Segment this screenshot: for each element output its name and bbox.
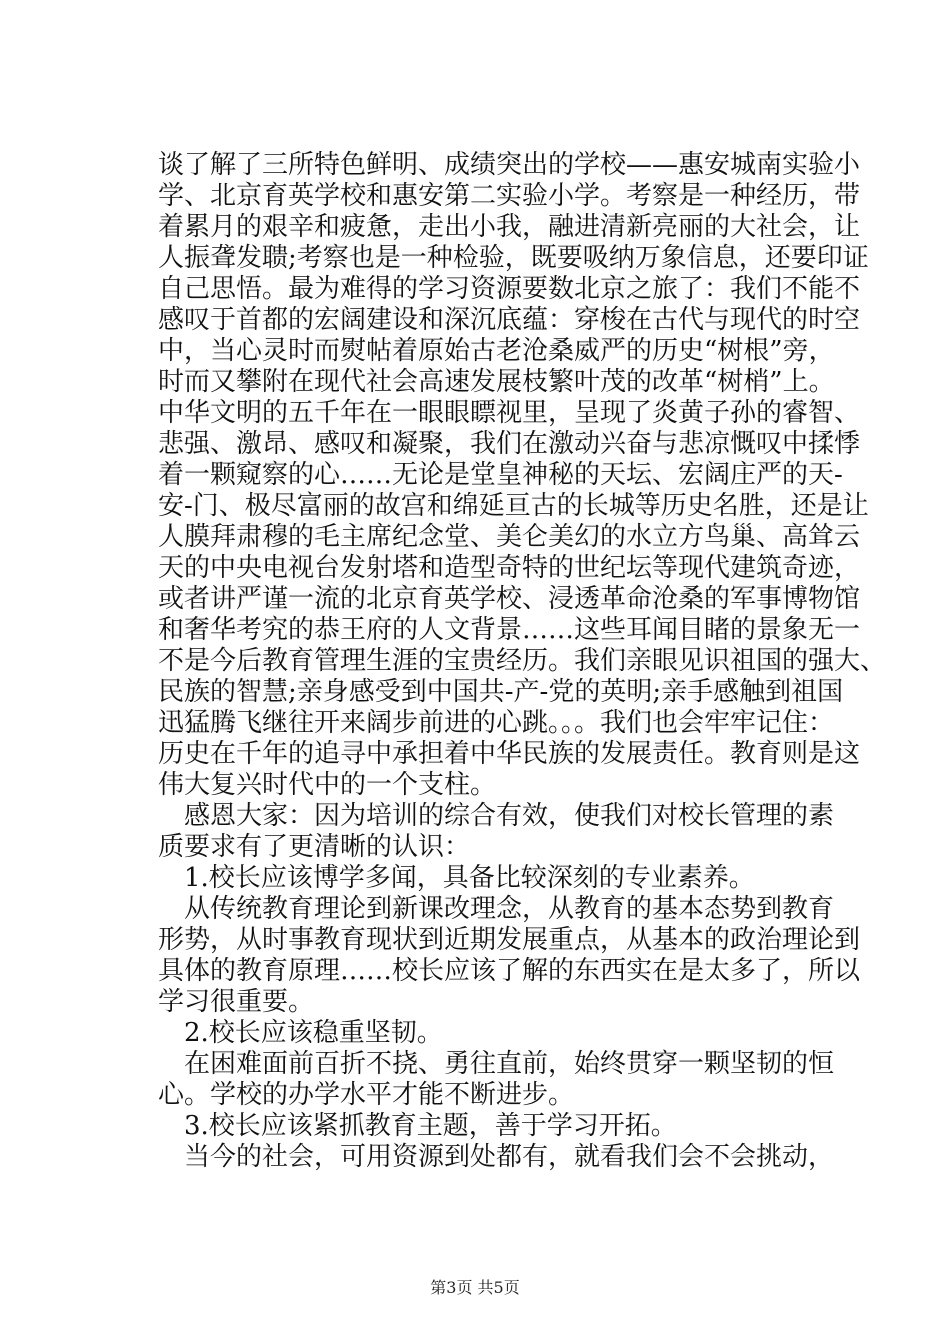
text-line: 学、北京育英学校和惠安第二实验小学。考察是一种经历，带 xyxy=(158,181,861,211)
text-line: 天的中央电视台发射塔和造型奇特的世纪坛等现代建筑奇迹， xyxy=(158,553,861,583)
text-line: 在困难面前百折不挠、勇往直前，始终贯穿一颗坚韧的恒 xyxy=(158,1049,835,1079)
text-line: 着一颗窥察的心……无论是堂皇神秘的天坛、宏阔庄严的天- xyxy=(158,460,843,490)
text-line: 2.校长应该稳重坚韧。 xyxy=(158,1018,443,1048)
text-line: 中，当心灵时而熨帖着原始古老沧桑威严的历史“树根”旁， xyxy=(158,336,835,366)
page-footer xyxy=(0,1275,950,1298)
text-line: 中华文明的五千年在一眼眼瞟视里，呈现了炎黄子孙的睿智、 xyxy=(158,398,861,428)
text-line: 感叹于首都的宏阔建设和深沉底蕴：穿梭在古代与现代的时空 xyxy=(158,305,861,335)
text-line: 谈了解了三所特色鲜明、成绩突出的学校——惠安城南实验小 xyxy=(158,150,861,180)
text-line: 着累月的艰辛和疲惫，走出小我，融进清新亮丽的大社会，让 xyxy=(158,212,861,242)
text-line: 心。学校的办学水平才能不断进步。 xyxy=(158,1080,575,1110)
text-line: 安-门、极尽富丽的故宫和绵延亘古的长城等历史名胜，还是让 xyxy=(158,491,869,521)
text-line: 3.校长应该紧抓教育主题，善于学习开拓。 xyxy=(158,1111,677,1141)
text-line: 民族的智慧;亲身感受到中国共-产-党的英明;亲手感触到祖国 xyxy=(158,677,844,707)
body-text xyxy=(158,150,887,1173)
text-line: 历史在千年的追寻中承担着中华民族的发展责任。教育则是这 xyxy=(158,739,861,769)
text-line: 时而又攀附在现代社会高速发展枝繁叶茂的改革“树梢”上。 xyxy=(158,367,835,397)
text-line: 形势，从时事教育现状到近期发展重点，从基本的政治理论到 xyxy=(158,925,861,955)
text-line: 1.校长应该博学多闻，具备比较深刻的专业素养。 xyxy=(158,863,755,893)
text-line: 伟大复兴时代中的一个支柱。 xyxy=(158,770,497,800)
text-line: 人膜拜肃穆的毛主席纪念堂、美仑美幻的水立方鸟巢、高耸云 xyxy=(158,522,861,552)
text-line: 具体的教育原理……校长应该了解的东西实在是太多了，所以 xyxy=(158,956,861,986)
text-line: 从传统教育理论到新课改理念，从教育的基本态势到教育 xyxy=(158,894,835,924)
text-line: 人振聋发聩;考察也是一种检验，既要吸纳万象信息，还要印证 xyxy=(158,243,869,273)
text-line: 或者讲严谨一流的北京育英学校、浸透革命沧桑的军事博物馆 xyxy=(158,584,861,614)
text-line: 学习很重要。 xyxy=(158,987,315,1017)
text-line: 自己思悟。最为难得的学习资源要数北京之旅了：我们不能不 xyxy=(158,274,861,304)
text-line: 当今的社会，可用资源到处都有，就看我们会不会挑动， xyxy=(158,1142,835,1172)
text-line: 迅猛腾飞继往开来阔步前进的心跳。。。我们也会牢牢记住： xyxy=(158,708,835,738)
text-line: 感恩大家：因为培训的综合有效，使我们对校长管理的素 xyxy=(158,801,835,831)
text-line: 悲强、激昂、感叹和凝聚，我们在激动兴奋与悲凉慨叹中揉悸 xyxy=(158,429,861,459)
text-line: 质要求有了更清晰的认识： xyxy=(158,832,471,862)
text-line: 和奢华考究的恭王府的人文背景……这些耳闻目睹的景象无一 xyxy=(158,615,861,645)
text-line: 不是今后教育管理生涯的宝贵经历。我们亲眼见识祖国的强大、 xyxy=(158,646,887,676)
page-number-label: 第3页 共5页 xyxy=(430,1278,520,1297)
